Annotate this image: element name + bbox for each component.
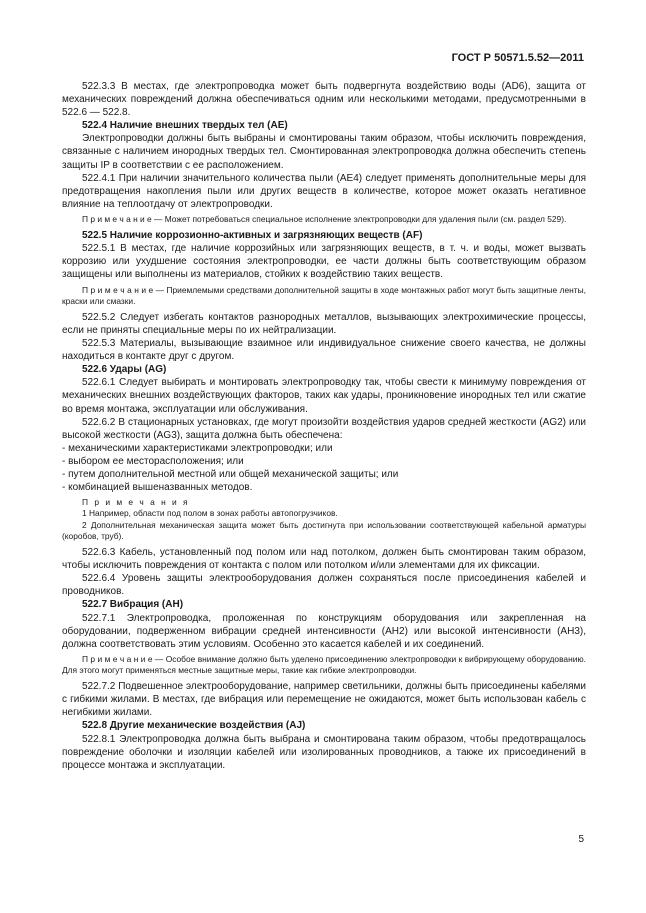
paragraph-522-6-4: 522.6.4 Уровень защиты электрооборудования должен сохраняться после присоединения кабелей и проводников. <box>62 573 586 598</box>
paragraph-522-5-1: 522.5.1 В местах, где наличие коррозийных или загрязняющих веществ, в т. ч. и воды, может вызвать коррозию или ухудшение состояния электропроводки, ее части должны быть соответствующим образом защищены или выполнены из материалов, стойких к воздействию таких веществ. <box>62 243 586 281</box>
paragraph-522-4-1: 522.4.1 При наличии значительного количества пыли (AE4) следует применять дополнительные меры для предотвращения накопления пыли или других веществ в количестве, которое может оказать негативное влияние на теплоотдачу от электропроводки. <box>62 172 586 210</box>
list-item: - механическими характеристиками электропроводки; или <box>62 442 333 454</box>
page-number: 5 <box>578 834 584 845</box>
note-item: 1 Например, области под полом в зонах работы автопогрузчиков. <box>82 508 338 519</box>
note-522-4: П р и м е ч а н и е — Может потребоваться специальное исполнение электропроводки для удаления пыли (см. раздел 529). <box>82 213 567 224</box>
paragraph-522-4: Электропроводки должны быть выбраны и смонтированы таким образом, чтобы исключить повреждения, связанные с наличием инородных твердых тел. Смонтированная электропроводка должна обеспечить степень защиты IP в соответствии с ее расположением. <box>62 133 586 171</box>
paragraph-522-6-3: 522.6.3 Кабель, установленный под полом или над потолком, должен быть смонтирован таким образом, чтобы исключить повреждения от контакта с полом или потолком и/или элементами для их фиксации. <box>62 547 586 572</box>
paragraph-522-6-2: 522.6.2 В стационарных установках, где могут произойти воздействия ударов средней жесткости (AG2) или высокой жесткости (AG3), защита должна быть обеспечена: <box>62 416 586 441</box>
heading-522-7: 522.7 Вибрация (AH) <box>82 599 184 611</box>
document-id-header: ГОСТ Р 50571.5.52—2011 <box>451 52 584 64</box>
note-item: 2 Дополнительная механическая защита может быть достигнута при использовании соответствующей кабельной арматуры (коробов, труб). <box>62 519 586 541</box>
note-522-5-1: П р и м е ч а н и е — Приемлемыми средствами дополнительной защиты в ходе монтажных работ могут быть защитные ленты, краски или смазки. <box>62 284 586 306</box>
document-body <box>62 80 586 772</box>
heading-522-4: 522.4 Наличие внешних твердых тел (AE) <box>82 120 288 132</box>
heading-522-5: 522.5 Наличие коррозионно-активных и загрязняющих веществ (AF) <box>82 230 423 242</box>
paragraph-522-7-1: 522.7.1 Электропроводка, проложенная по конструкциям оборудования или закрепленная на оборудовании, подверженном вибрации средней интенсивности (AH2) или высокой интенсивности (AH3), должна соответствовать этим условиям. Особенно это касается кабелей и их соединений. <box>62 612 586 650</box>
paragraph-522-5-3: 522.5.3 Материалы, вызывающие взаимное или индивидуальное снижение своего качества, не должны находиться в контакте друг с другом. <box>62 338 586 363</box>
paragraph-522-3-3: 522.3.3 В местах, где электропроводка может быть подвергнута воздействию воды (AD6), защита от механических повреждений должна обеспечиваться одним или несколькими методами, предусмотренными в 522.6 — 522.8. <box>62 81 586 119</box>
note-522-7-1: П р и м е ч а н и е — Особое внимание должно быть уделено присоединению электропроводки к вибрирующему оборудованию. Для этого могут применяться местные защитные меры, такие как гибкие электропроводки. <box>62 653 586 675</box>
heading-522-6: 522.6 Удары (AG) <box>82 364 167 376</box>
notes-title: П р и м е ч а н и я <box>82 497 190 508</box>
paragraph-522-7-2: 522.7.2 Подвешенное электрооборудование, например светильники, должны быть присоединены кабелями с гибкими жилами. В местах, где вибрация или перемещение не ожидаются, может быть использован кабель с негибкими жилами. <box>62 681 586 719</box>
list-item: - комбинацией вышеназванных методов. <box>62 482 253 494</box>
paragraph-522-6-1: 522.6.1 Следует выбирать и монтировать электропроводку так, чтобы свести к минимуму повреждения от механических внешних воздействующих факторов, таких как удары, проникновение инородных тел или сжатие во время монтажа, эксплуатации или обслуживания. <box>62 377 586 415</box>
paragraph-522-8-1: 522.8.1 Электропроводка должна быть выбрана и смонтирована таким образом, чтобы предотвращалось повреждение оболочки и изоляции кабелей или изолированных проводников, а также их присоединений в процессе монтажа и эксплуатации. <box>62 733 586 771</box>
paragraph-522-5-2: 522.5.2 Следует избегать контактов разнородных металлов, вызывающих электрохимические процессы, если не приняты специальные меры по их нейтрализации. <box>62 311 586 337</box>
heading-522-8: 522.8 Другие механические воздействия (AJ) <box>82 720 306 732</box>
list-item: - путем дополнительной местной или общей механической защиты; или <box>62 469 399 481</box>
list-item: - выбором ее месторасположения; или <box>62 455 244 467</box>
